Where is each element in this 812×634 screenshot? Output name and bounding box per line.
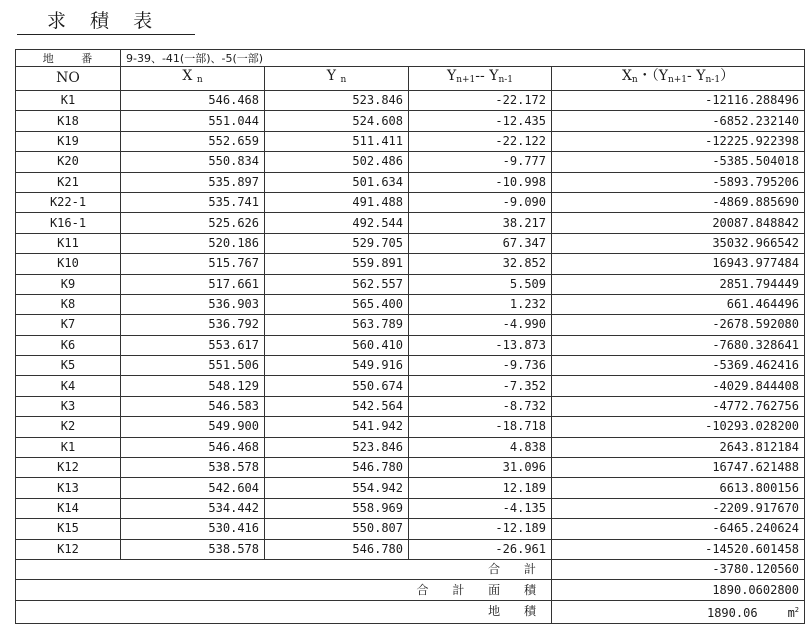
point-number-cell: K15 [16, 519, 121, 539]
product-cell: 6613.800156 [552, 478, 805, 498]
x-coordinate-cell: 551.506 [121, 356, 265, 376]
x-coordinate-cell: 535.897 [121, 172, 265, 192]
point-number-cell: K3 [16, 396, 121, 416]
header-y-diff: $Y_{n+1}--$ $Y_{n-1}$ [409, 67, 552, 91]
x-coordinate-cell: 553.617 [121, 335, 265, 355]
product-cell: 16747.621488 [552, 458, 805, 478]
product-cell: 16943.977484 [552, 254, 805, 274]
y-difference-cell: 67.347 [409, 233, 552, 253]
table-row [16, 498, 805, 518]
point-number-cell: K19 [16, 131, 121, 151]
point-number-cell: K22-1 [16, 192, 121, 212]
point-number-cell: K9 [16, 274, 121, 294]
y-difference-cell: -26.961 [409, 539, 552, 559]
y-coordinate-cell: 562.557 [265, 274, 409, 294]
y-difference-cell: 38.217 [409, 213, 552, 233]
x-coordinate-cell: 536.792 [121, 315, 265, 335]
product-cell: -5893.795206 [552, 172, 805, 192]
point-number-cell: K12 [16, 539, 121, 559]
product-cell: 2643.812184 [552, 437, 805, 457]
table-row [16, 91, 805, 111]
point-number-cell: K20 [16, 152, 121, 172]
y-difference-cell: -13.873 [409, 335, 552, 355]
x-coordinate-cell: 548.129 [121, 376, 265, 396]
y-coordinate-cell: 565.400 [265, 294, 409, 314]
y-difference-cell: 5.509 [409, 274, 552, 294]
y-coordinate-cell: 554.942 [265, 478, 409, 498]
lot-number-label: 地 番 [16, 50, 121, 67]
table-row [16, 396, 805, 416]
x-coordinate-cell: 538.578 [121, 458, 265, 478]
x-coordinate-cell: 542.604 [121, 478, 265, 498]
lot-number-row [16, 50, 805, 67]
x-coordinate-cell: 552.659 [121, 131, 265, 151]
y-coordinate-cell: 541.942 [265, 417, 409, 437]
product-cell: -4869.885690 [552, 192, 805, 212]
page-title: 求 積 表 [47, 10, 162, 32]
table-row [16, 192, 805, 212]
area-unit: $m^2$ [787, 605, 800, 620]
x-coordinate-cell: 551.044 [121, 111, 265, 131]
x-coordinate-cell: 520.186 [121, 233, 265, 253]
x-coordinate-cell: 538.578 [121, 539, 265, 559]
point-number-cell: K2 [16, 417, 121, 437]
y-difference-cell: 31.096 [409, 458, 552, 478]
y-difference-cell: 32.852 [409, 254, 552, 274]
y-coordinate-cell: 529.705 [265, 233, 409, 253]
x-coordinate-cell: 536.903 [121, 294, 265, 314]
y-difference-cell: -12.435 [409, 111, 552, 131]
x-coordinate-cell: 549.900 [121, 417, 265, 437]
product-cell: -6852.232140 [552, 111, 805, 131]
y-difference-cell: -8.732 [409, 396, 552, 416]
sum-value: -3780.120560 [552, 559, 805, 579]
product-cell: -6465.240624 [552, 519, 805, 539]
point-number-cell: K11 [16, 233, 121, 253]
y-difference-cell: -22.122 [409, 131, 552, 151]
x-coordinate-cell: 525.626 [121, 213, 265, 233]
point-number-cell: K10 [16, 254, 121, 274]
point-number-cell: K6 [16, 335, 121, 355]
land-area-value: 1890.06 $m^2$ [552, 600, 805, 623]
y-coordinate-cell: 492.544 [265, 213, 409, 233]
y-coordinate-cell: 546.780 [265, 539, 409, 559]
table-row [16, 111, 805, 131]
x-coordinate-cell: 550.834 [121, 152, 265, 172]
product-cell: 661.464496 [552, 294, 805, 314]
table-row [16, 519, 805, 539]
x-coordinate-cell: 515.767 [121, 254, 265, 274]
header-x: X $_n$ [121, 67, 265, 91]
table-row [16, 478, 805, 498]
point-number-cell: K7 [16, 315, 121, 335]
header-no: NO [16, 67, 121, 91]
header-y: Y $_n$ [265, 67, 409, 91]
y-difference-cell: 4.838 [409, 437, 552, 457]
product-cell: -7680.328641 [552, 335, 805, 355]
product-cell: -12225.922398 [552, 131, 805, 151]
y-difference-cell: -9.777 [409, 152, 552, 172]
table-row [16, 376, 805, 396]
y-difference-cell: -12.189 [409, 519, 552, 539]
product-cell: 35032.966542 [552, 233, 805, 253]
sum-label: 合 計 [16, 559, 552, 579]
y-coordinate-cell: 558.969 [265, 498, 409, 518]
point-number-cell: K5 [16, 356, 121, 376]
table-row [16, 274, 805, 294]
x-coordinate-cell: 546.583 [121, 396, 265, 416]
table-row [16, 539, 805, 559]
point-number-cell: K18 [16, 111, 121, 131]
x-coordinate-cell: 517.661 [121, 274, 265, 294]
point-number-cell: K21 [16, 172, 121, 192]
y-difference-cell: -10.998 [409, 172, 552, 192]
point-number-cell: K16-1 [16, 213, 121, 233]
product-cell: -10293.028200 [552, 417, 805, 437]
y-coordinate-cell: 511.411 [265, 131, 409, 151]
table-row [16, 335, 805, 355]
product-cell: -2678.592080 [552, 315, 805, 335]
product-cell: 2851.794449 [552, 274, 805, 294]
y-coordinate-cell: 559.891 [265, 254, 409, 274]
lot-number-value: 9-39、-41(一部)、-5(一部) [121, 50, 805, 67]
x-coordinate-cell: 534.442 [121, 498, 265, 518]
product-cell: -12116.288496 [552, 91, 805, 111]
product-cell: -5385.504018 [552, 152, 805, 172]
table-row [16, 233, 805, 253]
point-number-cell: K8 [16, 294, 121, 314]
land-area-label: 地 積 [16, 600, 552, 623]
y-coordinate-cell: 501.634 [265, 172, 409, 192]
table-row [16, 458, 805, 478]
product-cell: 20087.848842 [552, 213, 805, 233]
y-difference-cell: -4.990 [409, 315, 552, 335]
point-number-cell: K1 [16, 437, 121, 457]
point-number-cell: K12 [16, 458, 121, 478]
product-cell: -14520.601458 [552, 539, 805, 559]
y-coordinate-cell: 549.916 [265, 356, 409, 376]
table-row [16, 315, 805, 335]
product-cell: -2209.917670 [552, 498, 805, 518]
y-coordinate-cell: 550.674 [265, 376, 409, 396]
x-coordinate-cell: 535.741 [121, 192, 265, 212]
product-cell: -5369.462416 [552, 356, 805, 376]
table-row [16, 254, 805, 274]
table-row [16, 356, 805, 376]
y-difference-cell: -18.718 [409, 417, 552, 437]
y-coordinate-cell: 523.846 [265, 91, 409, 111]
x-coordinate-cell: 546.468 [121, 437, 265, 457]
y-difference-cell: 1.232 [409, 294, 552, 314]
y-difference-cell: -4.135 [409, 498, 552, 518]
doubled-area-label: 合 計 面 積 [16, 580, 552, 600]
product-cell: -4772.762756 [552, 396, 805, 416]
table-row [16, 131, 805, 151]
y-difference-cell: -9.736 [409, 356, 552, 376]
table-row [16, 152, 805, 172]
header-product: $X_n$・（$Y_{n+1}-$ $Y_{n-1}$） [552, 67, 805, 91]
y-difference-cell: -22.172 [409, 91, 552, 111]
doubled-area-value: 1890.0602800 [552, 580, 805, 600]
x-coordinate-cell: 530.416 [121, 519, 265, 539]
point-number-cell: K4 [16, 376, 121, 396]
y-coordinate-cell: 524.608 [265, 111, 409, 131]
header-row [16, 67, 805, 91]
y-coordinate-cell: 563.789 [265, 315, 409, 335]
table-row [16, 294, 805, 314]
table-row [16, 172, 805, 192]
table-row [16, 213, 805, 233]
y-coordinate-cell: 542.564 [265, 396, 409, 416]
table-row [16, 437, 805, 457]
title-underline [17, 34, 195, 35]
doubled-area-row [16, 580, 805, 600]
point-number-cell: K14 [16, 498, 121, 518]
point-number-cell: K1 [16, 91, 121, 111]
y-coordinate-cell: 491.488 [265, 192, 409, 212]
y-coordinate-cell: 546.780 [265, 458, 409, 478]
y-difference-cell: -9.090 [409, 192, 552, 212]
sum-row [16, 559, 805, 579]
point-number-cell: K13 [16, 478, 121, 498]
y-difference-cell: 12.189 [409, 478, 552, 498]
y-coordinate-cell: 523.846 [265, 437, 409, 457]
product-cell: -4029.844408 [552, 376, 805, 396]
y-coordinate-cell: 560.410 [265, 335, 409, 355]
table-row [16, 417, 805, 437]
x-coordinate-cell: 546.468 [121, 91, 265, 111]
y-coordinate-cell: 502.486 [265, 152, 409, 172]
land-area-row [16, 600, 805, 623]
y-coordinate-cell: 550.807 [265, 519, 409, 539]
y-difference-cell: -7.352 [409, 376, 552, 396]
area-calculation-table [15, 49, 805, 624]
